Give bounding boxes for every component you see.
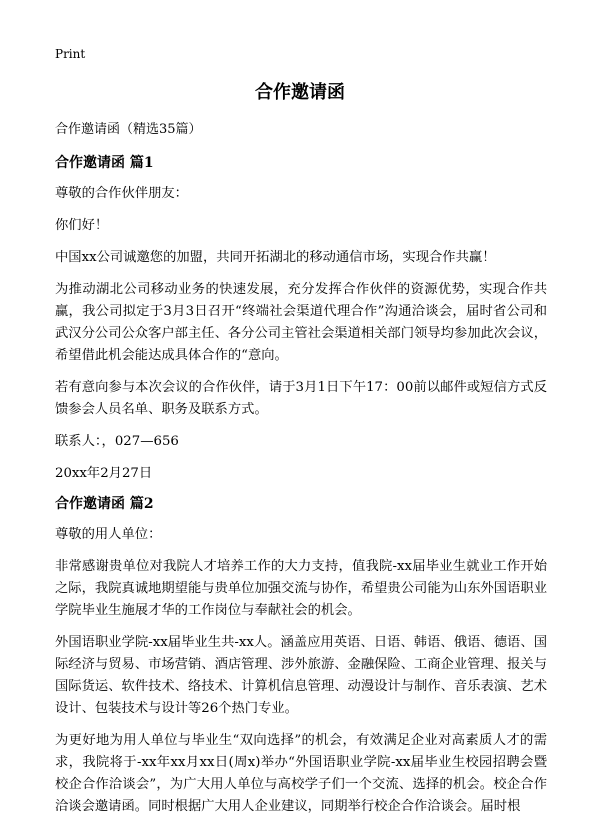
section-1 bbox=[55, 154, 547, 485]
body-paragraph: 若有意向参与本次会议的合作伙伴，请于3月1日下午17：00前以邮件或短信方式反馈参会人员名单、职务及联系方式。 bbox=[55, 380, 547, 417]
document-title: 合作邀请函 bbox=[255, 82, 345, 103]
body-paragraph: 中国xx公司诚邀您的加盟，共同开拓湖北的移动通信市场，实现合作共赢！ bbox=[55, 250, 496, 265]
document-body bbox=[55, 121, 547, 828]
body-paragraph: 为更好地为用人单位与毕业生“双向选择”的机会，有效满足企业对高素质人才的需求，我院将于-xx年xx月xx日(周x)举办“外国语职业学院-xx届毕业生校园招聘会暨校企合作洽谈会”，为广大用人单位与高校学子们一个交流、选择的机会。校企合作洽谈会邀请函。同时根据广大用人企业建议，同期举行校企合作洽谈会。届时根 bbox=[55, 733, 547, 814]
body-paragraph: 非常感谢贵单位对我院人才培养工作的大力支持，值我院-xx届毕业生就业工作开始之际，我院真诚地期望能与贵单位加强交流与协作，希望贵公司能为山东外国语职业学院毕业生施展才华的工作岗位与奉献社会的机会。 bbox=[55, 559, 547, 618]
print-link[interactable]: Print bbox=[55, 47, 86, 61]
date-line: 20xx年2月27日 bbox=[55, 466, 153, 481]
salutation: 尊敬的用人单位： bbox=[55, 527, 162, 542]
greeting: 你们好！ bbox=[55, 218, 109, 233]
section-heading: 合作邀请函 篇1 bbox=[55, 155, 154, 171]
contact-line: 联系人：，027—656 bbox=[55, 434, 179, 449]
body-paragraph: 为推动湖北公司移动业务的快速发展，充分发挥合作伙伴的资源优势，实现合作共赢，我公司拟定于3月3日召开“终端社会渠道代理合作”沟通洽谈会，届时省公司和武汉分公司公众客户部主任、各分公司主管社会渠道相关部门领导均参加此次会议，希望借此机会能达成具体合作的“意向。 bbox=[55, 282, 547, 363]
body-paragraph: 外国语职业学院-xx届毕业生共-xx人。涵盖应用英语、日语、韩语、俄语、德语、国际经济与贸易、市场营销、酒店管理、涉外旅游、金融保险、工商企业管理、报关与国际货运、软件技术、络技术、计算机信息管理、动漫设计与制作、音乐表演、艺术设计、包装技术与设计等26个热门专业。 bbox=[55, 635, 547, 716]
section-2 bbox=[55, 495, 547, 818]
section-heading: 合作邀请函 篇2 bbox=[55, 496, 154, 512]
salutation: 尊敬的合作伙伴朋友： bbox=[55, 186, 188, 201]
document-subtitle: 合作邀请函（精选35篇） bbox=[55, 122, 202, 137]
